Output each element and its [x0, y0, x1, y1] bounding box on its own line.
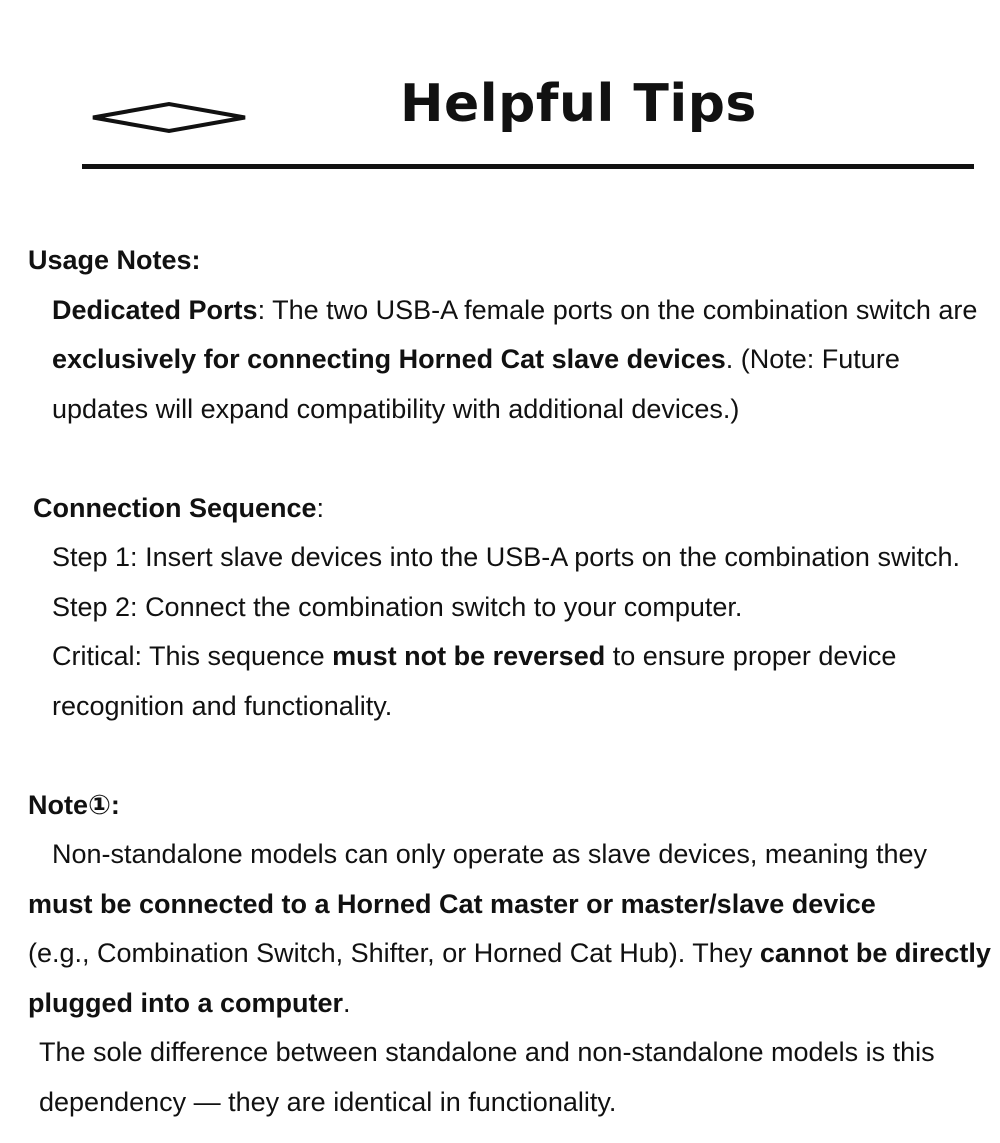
usage-notes-heading: Usage Notes:: [28, 245, 201, 275]
connection-sequence-section: [28, 484, 994, 732]
note-heading: Note①:: [28, 789, 120, 820]
difference-paragraph: The sole difference between standalone and non-standalone models is this dependency — they are identical in functionality.: [39, 1037, 935, 1117]
step-2-text: Step 2: Connect the combination switch to your computer.: [52, 591, 743, 622]
note-emphasis-2: cannot be directly plugged into a computer: [28, 938, 991, 1018]
tips-content: [28, 236, 994, 1127]
note-text-2: (e.g., Combination Switch, Shifter, or Horned Cat Hub). They: [28, 938, 760, 968]
note-text-1: Non-standalone models can only operate as slave devices, meaning they: [52, 839, 928, 869]
step-1-text: Step 1: Insert slave devices into the USB-A ports on the combination switch.: [52, 542, 960, 572]
critical-text-2: to ensure proper device recognition and functionality.: [52, 641, 897, 721]
header-divider: [82, 164, 974, 169]
note-paragraph: [28, 830, 994, 1028]
note-emphasis-1: must be connected to a Horned Cat master or master/slave device: [28, 888, 876, 919]
page-title: Helpful Tips: [400, 74, 757, 134]
critical-text-1: Critical: This sequence: [52, 641, 333, 671]
connection-sequence-heading-line: [28, 484, 994, 534]
critical-paragraph: [28, 632, 994, 731]
dedicated-ports-emphasis: exclusively for connecting Horned Cat slave devices: [52, 344, 726, 374]
note-section: [28, 781, 994, 1128]
dedicated-ports-text-1: : The two USB-A female ports on the combination switch are: [257, 294, 978, 325]
dedicated-ports-text-2: . (Note: Future updates will expand compatibility with additional devices.): [52, 344, 900, 424]
note-text-3: .: [343, 987, 351, 1018]
spacer: [28, 434, 994, 484]
usage-notes-section: [28, 236, 994, 434]
connection-sequence-heading: Connection Sequence: [33, 492, 317, 523]
critical-emphasis: must not be reversed: [332, 641, 606, 671]
dedicated-ports-label: Dedicated Ports: [52, 294, 258, 325]
page-header: [0, 0, 1000, 175]
dedicated-ports-paragraph: [28, 286, 994, 435]
connection-sequence-colon: :: [316, 492, 325, 523]
spacer: [28, 731, 994, 781]
diamond-outline-icon: [90, 101, 248, 134]
